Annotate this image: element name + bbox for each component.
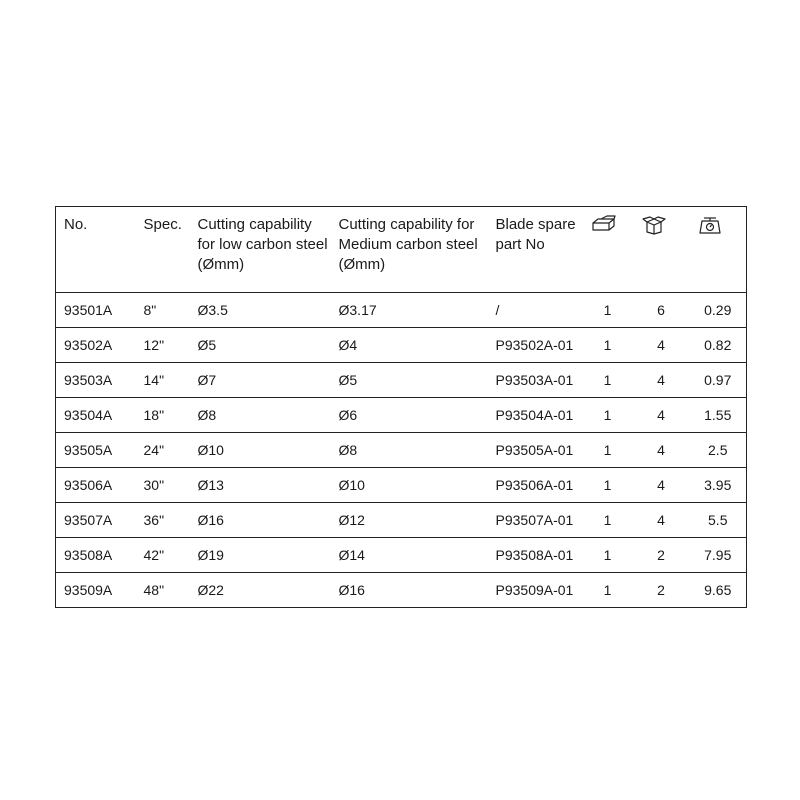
cell-medium-carbon: Ø6 (331, 398, 488, 433)
cell-product-no: 93509A (56, 573, 136, 608)
table-row (56, 293, 747, 328)
cell-carton-qty: 4 (633, 398, 690, 433)
cell-medium-carbon: Ø16 (331, 573, 488, 608)
cell-weight: 2.5 (690, 433, 747, 468)
cell-product-no: 93503A (56, 363, 136, 398)
cell-spec: 8" (136, 293, 190, 328)
cell-spec: 30" (136, 468, 190, 503)
cell-product-no: 93502A (56, 328, 136, 363)
cell-blade-spare-part: P93508A-01 (488, 538, 583, 573)
cell-blade-spare-part: P93507A-01 (488, 503, 583, 538)
cell-weight: 5.5 (690, 503, 747, 538)
cell-pieces: 1 (583, 363, 633, 398)
cell-blade-spare-part: P93503A-01 (488, 363, 583, 398)
weighing-scale-icon (698, 215, 722, 235)
spec-table (55, 206, 747, 608)
table-row (56, 328, 747, 363)
cell-low-carbon: Ø3.5 (190, 293, 331, 328)
cell-low-carbon: Ø22 (190, 573, 331, 608)
header-medium-carbon: Cutting capability for Medium carbon steel (Ømm) (331, 207, 488, 293)
cell-medium-carbon: Ø14 (331, 538, 488, 573)
cell-spec: 14" (136, 363, 190, 398)
header-pieces (583, 207, 633, 293)
header-low-carbon: Cutting capability for low carbon steel (Ømm) (190, 207, 331, 293)
cell-weight: 0.97 (690, 363, 747, 398)
carton-box-icon (641, 215, 667, 235)
cell-blade-spare-part: P93502A-01 (488, 328, 583, 363)
header-no: No. (56, 207, 136, 293)
cell-pieces: 1 (583, 503, 633, 538)
cell-spec: 18" (136, 398, 190, 433)
cell-carton-qty: 2 (633, 538, 690, 573)
cell-blade-spare-part: P93504A-01 (488, 398, 583, 433)
cell-medium-carbon: Ø10 (331, 468, 488, 503)
table-row (56, 363, 747, 398)
cell-blade-spare-part: P93506A-01 (488, 468, 583, 503)
table-row (56, 433, 747, 468)
cell-medium-carbon: Ø12 (331, 503, 488, 538)
cell-weight: 0.82 (690, 328, 747, 363)
cell-pieces: 1 (583, 398, 633, 433)
cell-low-carbon: Ø19 (190, 538, 331, 573)
cell-spec: 24" (136, 433, 190, 468)
cell-weight: 9.65 (690, 573, 747, 608)
cell-product-no: 93506A (56, 468, 136, 503)
cell-spec: 36" (136, 503, 190, 538)
cell-weight: 1.55 (690, 398, 747, 433)
cell-weight: 0.29 (690, 293, 747, 328)
cell-spec: 42" (136, 538, 190, 573)
cell-pieces: 1 (583, 433, 633, 468)
table-row (56, 468, 747, 503)
cell-low-carbon: Ø8 (190, 398, 331, 433)
cell-medium-carbon: Ø4 (331, 328, 488, 363)
cell-blade-spare-part: P93509A-01 (488, 573, 583, 608)
cell-pieces: 1 (583, 328, 633, 363)
table-row (56, 398, 747, 433)
cell-blade-spare-part: P93505A-01 (488, 433, 583, 468)
cell-weight: 3.95 (690, 468, 747, 503)
cell-blade-spare-part: / (488, 293, 583, 328)
table-row (56, 503, 747, 538)
header-blade-spare-part: Blade spare part No (488, 207, 583, 293)
cell-carton-qty: 4 (633, 363, 690, 398)
cell-pieces: 1 (583, 468, 633, 503)
header-carton (633, 207, 690, 293)
cell-low-carbon: Ø16 (190, 503, 331, 538)
cell-medium-carbon: Ø3.17 (331, 293, 488, 328)
cell-carton-qty: 4 (633, 433, 690, 468)
cell-medium-carbon: Ø8 (331, 433, 488, 468)
table-row (56, 573, 747, 608)
cell-pieces: 1 (583, 538, 633, 573)
cell-low-carbon: Ø10 (190, 433, 331, 468)
table-body (56, 293, 747, 608)
cell-weight: 7.95 (690, 538, 747, 573)
cell-pieces: 1 (583, 573, 633, 608)
cell-product-no: 93504A (56, 398, 136, 433)
table-row (56, 538, 747, 573)
cell-carton-qty: 4 (633, 328, 690, 363)
cell-product-no: 93505A (56, 433, 136, 468)
header-spec: Spec. (136, 207, 190, 293)
cell-product-no: 93508A (56, 538, 136, 573)
cell-carton-qty: 2 (633, 573, 690, 608)
cell-carton-qty: 4 (633, 503, 690, 538)
cell-low-carbon: Ø5 (190, 328, 331, 363)
cell-product-no: 93507A (56, 503, 136, 538)
cell-low-carbon: Ø7 (190, 363, 331, 398)
cell-medium-carbon: Ø5 (331, 363, 488, 398)
cell-carton-qty: 4 (633, 468, 690, 503)
cell-pieces: 1 (583, 293, 633, 328)
header-row (56, 207, 747, 293)
cell-product-no: 93501A (56, 293, 136, 328)
cell-spec: 48" (136, 573, 190, 608)
header-weight (690, 207, 747, 293)
cell-low-carbon: Ø13 (190, 468, 331, 503)
cell-carton-qty: 6 (633, 293, 690, 328)
blade-pieces-icon (591, 215, 617, 233)
cell-spec: 12" (136, 328, 190, 363)
